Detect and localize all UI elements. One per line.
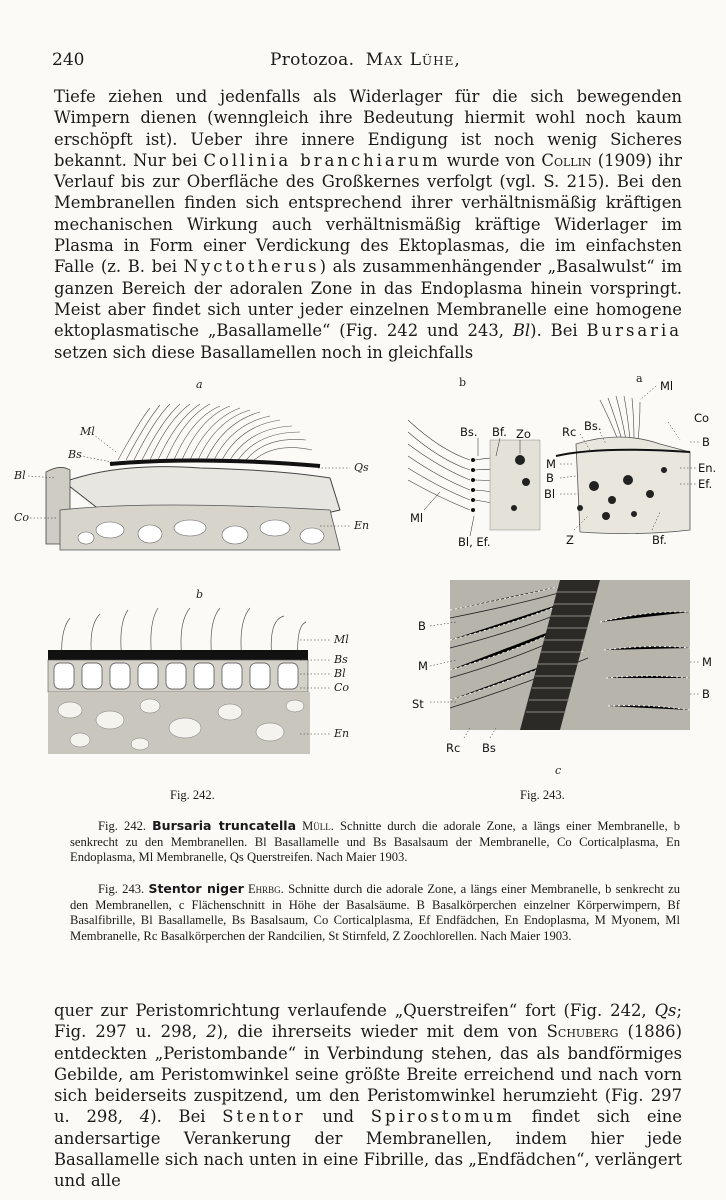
label-m: M xyxy=(418,659,428,673)
caption-fig243: Fig. 243. Stentor niger Ehrbg. Schnitte durch die adorale Zone, a längs einer Membranelle, b senkrecht zu den Membranellen, c Flächenschnitt in Höhe der Basalsäume. B Basalkörperchen einzelner Körperwimpern, Bf Basalfibrille, Bl Basallamelle, Bs Basalsaum, Co Corticalplasma, Ef Endfädchen, En Endoplasma, M Myonem, Ml Membranelle, Rc Basalkörperchen der Randcilien, St Stirnfeld, Z Zoochlorellen. Nach Maier 1903. xyxy=(70,881,681,943)
genus-name: Nyctotherus xyxy=(183,257,320,277)
species-name: Bursaria truncatella xyxy=(152,818,297,833)
figure-area xyxy=(0,360,726,810)
label-bl: Bl xyxy=(334,667,346,680)
label-rc: Rc xyxy=(562,425,577,439)
fig243a-drawing xyxy=(544,372,716,547)
label-b: B xyxy=(418,619,426,633)
label-qs: Qs xyxy=(354,461,369,474)
fig242-label: Fig. 242. xyxy=(170,788,215,802)
label-en: En xyxy=(334,727,350,740)
genus-name: Collinia branchiarum xyxy=(203,150,441,170)
label-bs: Bs. xyxy=(460,425,478,439)
figure-drawings xyxy=(0,360,726,810)
body-paragraph-top: Tiefe ziehen und jedenfalls als Widerlager für die sich bewegenden Wimpern dienen (wenngleich ihre Bedeutung hiermit wohl noch kaum erschöpft ist). Ueber ihre innere Endigung ist noch wenig Sicheres bekannt. Nur bei Collinia branchiarum wurde von Collin (1909) ihr Verlauf bis zur Oberfläche des Großkernes verfolgt (vgl. S. 215). Bei den Membranellen finden sich entsprechend ihrer verhältnismäßig kräftigen mechanischen Wirkung auch verhältnismäßig kräftige Widerlager im Plasma in Form einer Verdickung des Ektoplasmas, die im einfachsten Falle (z. B. bei Nyctotherus) als zusammenhängender „Basalwulst“ im ganzen Bereich der adoralen Zone in das Endoplasma hinein vorspringt. Meist aber findet sich unter jeder einzelnen Membranelle eine homogene ektoplasmatische „Basallamelle“ (Fig. 242 und 243, Bl). Bei Bursaria setzen sich diese Basallamellen noch in gleichfalls xyxy=(54,87,682,362)
label-m: M xyxy=(702,655,712,669)
fig243b-title: b xyxy=(459,376,467,389)
label-en: En xyxy=(354,519,370,532)
label-ml: Ml xyxy=(410,511,424,525)
label-co: Co xyxy=(694,411,710,425)
genus-name: Stentor xyxy=(222,1107,306,1127)
label-bs: Bs. xyxy=(584,419,602,433)
label-ml: Ml xyxy=(334,633,349,646)
running-author: Max Lühe, xyxy=(365,50,461,70)
fig242a-title: a xyxy=(196,378,203,391)
label-bf: Bf. xyxy=(492,425,507,439)
label-st: St xyxy=(412,697,424,711)
label-bf: Bf. xyxy=(652,533,667,547)
fig243-label: Fig. 243. xyxy=(520,788,565,802)
fig243c-drawing xyxy=(412,580,712,777)
label-m: M xyxy=(546,457,556,471)
label-ef: Ef. xyxy=(698,477,713,491)
label-ml: Ml xyxy=(80,425,95,438)
genus-name: Bursaria xyxy=(586,321,682,341)
fig242b-title: b xyxy=(196,588,204,601)
label-bs: Bs xyxy=(68,448,82,461)
fig242a-drawing xyxy=(13,378,369,550)
label-en: En. xyxy=(698,461,717,475)
label-z: Z xyxy=(566,533,574,547)
label-b: B xyxy=(702,435,710,449)
label-bl-ef: Bl, Ef. xyxy=(458,535,491,549)
page-number: 240 xyxy=(52,50,85,70)
label-b: B xyxy=(546,471,554,485)
fig243b-drawing xyxy=(408,376,540,549)
label-bl: Bl xyxy=(14,469,26,482)
label-co: Co xyxy=(14,511,30,524)
label-bl: Bl xyxy=(544,487,556,501)
fig243a-title: a xyxy=(636,372,643,385)
author-name: Schuberg xyxy=(546,1022,619,1042)
label-zo: Zo xyxy=(516,427,531,441)
caption-fig242: Fig. 242. Bursaria truncatella Müll. Schnitte durch die adorale Zone, a längs einer Membranelle, b senkrecht zu den Membranellen. Bl Basallamelle und Bs Basalsaum der Membranelle, Co Corticalplasma, En Endoplasma, Ml Membranelle, Qs Querstreifen. Nach Maier 1903. xyxy=(70,818,680,865)
genus-name: Spirostomum xyxy=(370,1107,515,1127)
label-bs: Bs xyxy=(334,653,348,666)
label-b: B xyxy=(702,687,710,701)
page-header xyxy=(52,50,676,76)
label-ml: Ml xyxy=(660,379,674,393)
label-rc: Rc xyxy=(446,741,461,755)
body-paragraph-bottom: quer zur Peristomrichtung verlaufende „Querstreifen“ fort (Fig. 242, Qs; Fig. 297 u. 298, 2), die ihrerseits wieder mit dem von Schuberg (1886) entdeckten „Peristombande“ in Verbindung stehen, das als bandförmiges Gebilde, am Peristomwinkel seine größte Breite erreichend und nach vorn sich beiderseits zuspitzend, um den Peristomwinkel herumzieht (Fig. 297 u. 298, 4). Bei Stentor und Spirostomum findet sich eine andersartige Verankerung der Membranellen, indem hier jede Basallamelle sich nach unten in eine Fibrille, das „Endfädchen“, verlängert und alle xyxy=(54,1001,683,1191)
species-name: Stentor niger xyxy=(148,881,244,896)
fig243c-title: c xyxy=(555,764,562,777)
running-title: Protozoa. Max Lühe, xyxy=(270,50,461,70)
author-name: Collin xyxy=(541,150,592,170)
label-co: Co xyxy=(334,681,350,694)
fig242b-drawing xyxy=(48,588,349,754)
label-bs: Bs xyxy=(482,741,496,755)
